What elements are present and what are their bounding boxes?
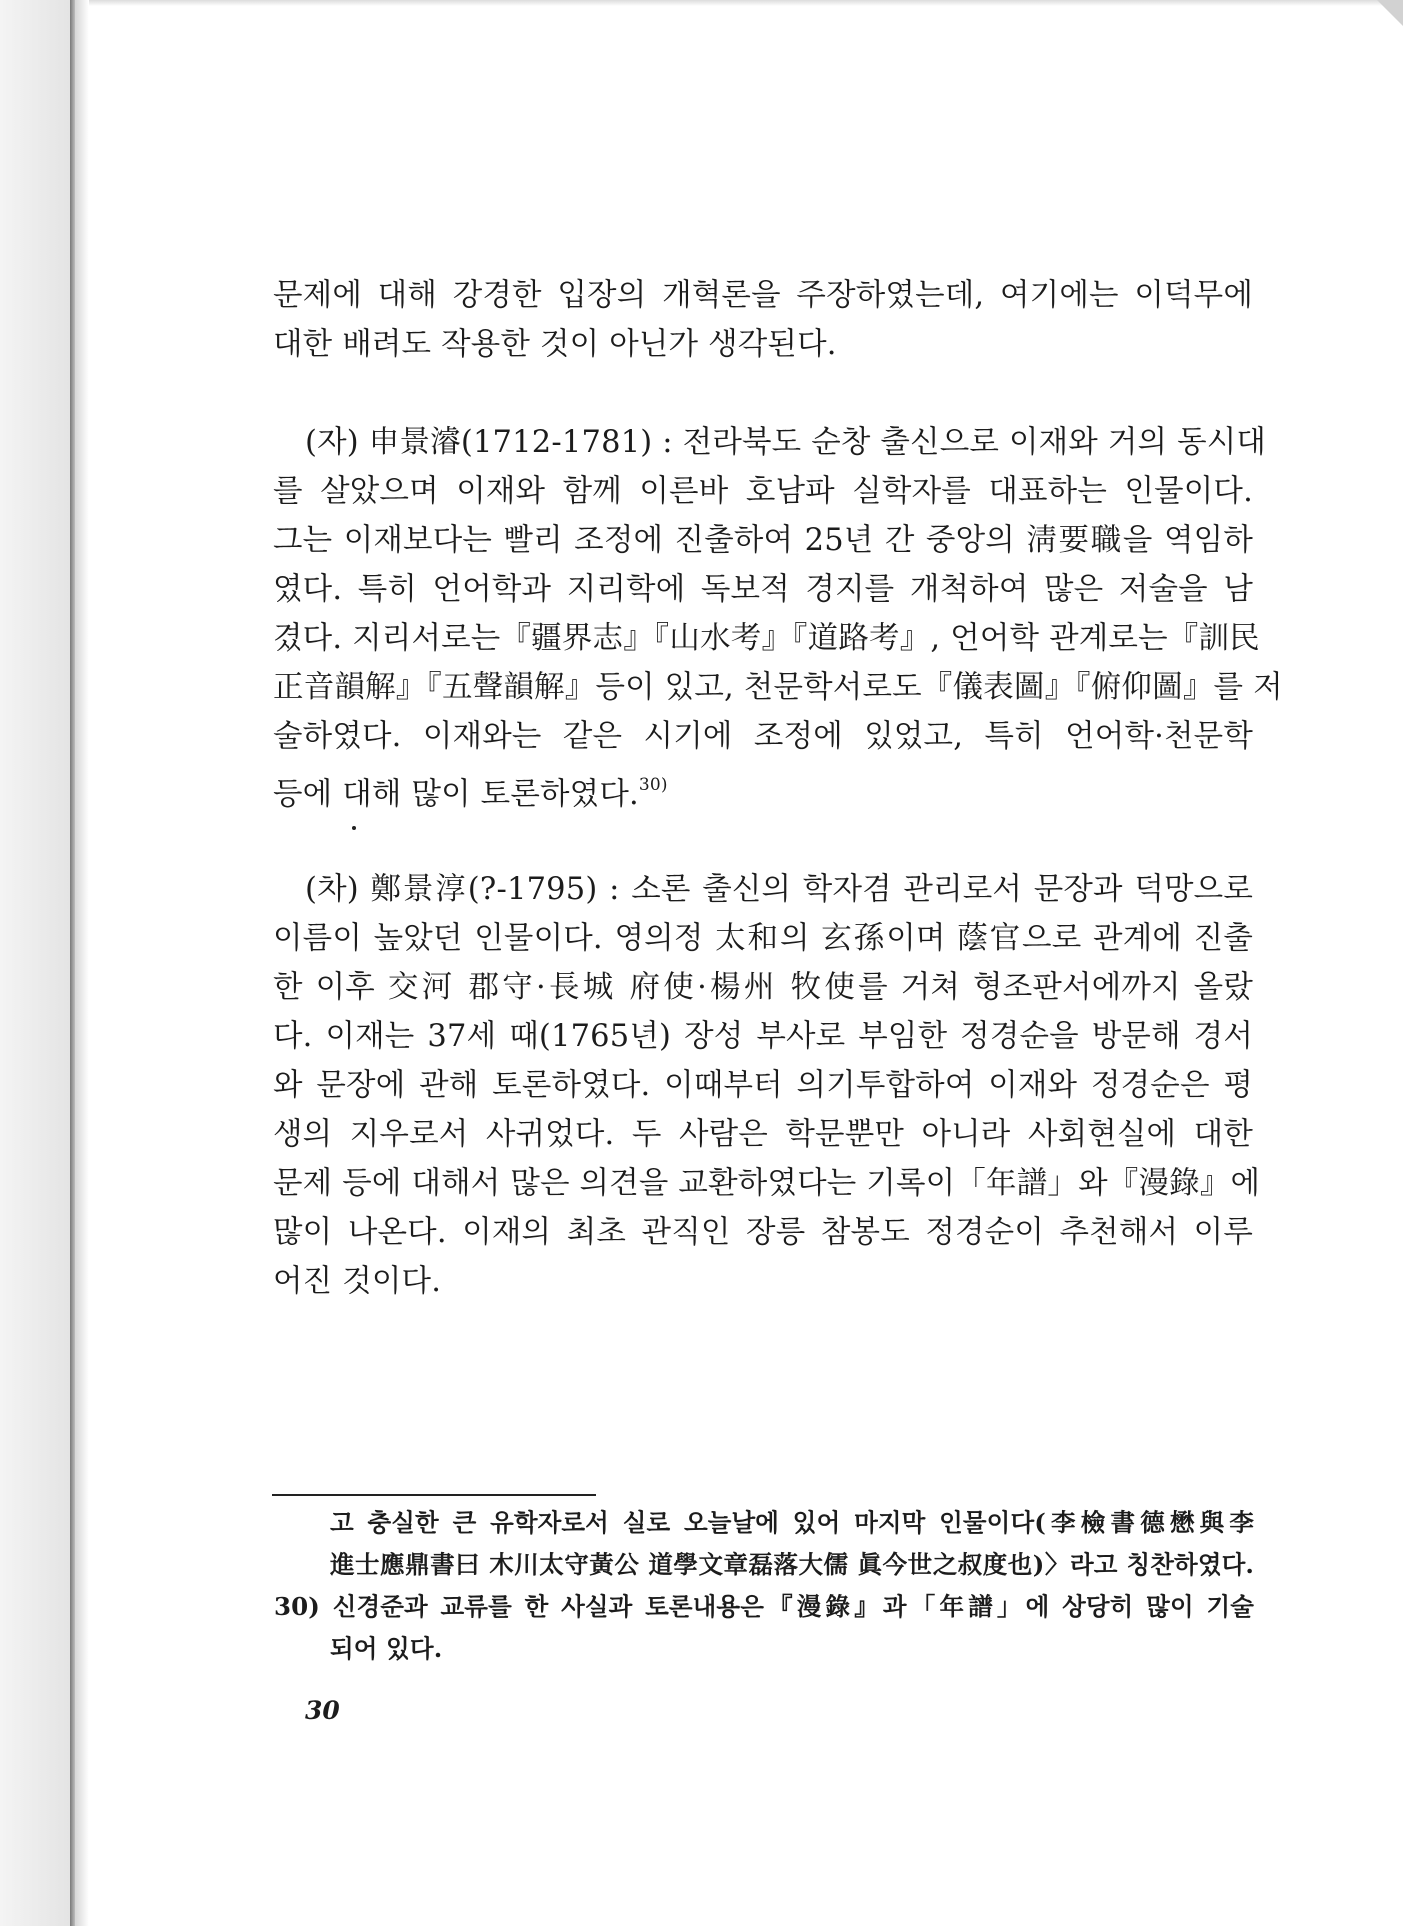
paragraph-cha [273, 865, 1261, 1306]
footnote-separator [272, 1494, 596, 1496]
footnote-reference[interactable]: 30) [638, 775, 668, 795]
text-line: 대한 배려도 작용한 것이 아닌가 생각된다. [273, 327, 837, 362]
paragraph-ja [273, 418, 1283, 812]
text-line: 생의 지우로서 사귀었다. 두 사람은 학문뿐만 아니라 사회현실에 대한 [273, 1117, 1253, 1152]
text-line: 문제에 대해 강경한 입장의 개혁론을 주장하였는데, 여기에는 이덕무에 [273, 278, 1253, 313]
text-line: 그는 이재보다는 빨리 조정에 진출하여 25년 간 중앙의 淸要職을 역임하 [273, 523, 1253, 558]
text-line: (차) 鄭景淳(?-1795) : 소론 출신의 학자겸 관리로서 문장과 덕망으로 [305, 872, 1253, 907]
text-line: 였다. 특히 언어학과 지리학에 독보적 경지를 개척하여 많은 저술을 남 [273, 572, 1253, 607]
text-line: 이름이 높았던 인물이다. 영의정 太和의 玄孫이며 蔭官으로 관계에 진출 [273, 921, 1253, 956]
text-line: 한 이후 交河 郡守·長城 府使·楊州 牧使를 거쳐 형조판서에까지 올랐 [273, 970, 1253, 1005]
text-line: 등에 대해 많이 토론하였다. [273, 777, 639, 812]
page-number: 30 [305, 1696, 340, 1725]
text-line: 正音韻解』『五聲韻解』등이 있고, 천문학서로도『儀表圖』『俯仰圖』를 저 [273, 670, 1283, 705]
text-line: (자) 申景濬(1712-1781) : 전라북도 순창 출신으로 이재와 거의 동시대 [305, 425, 1267, 460]
text-line: 많이 나온다. 이재의 최초 관직인 장릉 참봉도 정경순이 추천해서 이루 [273, 1215, 1253, 1250]
gutter-gradient [75, 0, 89, 1926]
footnote-line: 고 충실한 큰 유학자로서 실로 오늘날에 있어 마지막 인물이다(李檢書德懋與李 [330, 1508, 1254, 1537]
page-left-margin [0, 0, 70, 1926]
text-line: 술하였다. 이재와는 같은 시기에 조정에 있었고, 특히 언어학·천문학 [273, 719, 1253, 754]
page-corner-fold [1377, 0, 1403, 26]
footnotes [274, 1502, 1254, 1670]
text-line-with-footnote [273, 761, 1253, 810]
paragraph-intro [273, 271, 1253, 369]
footnote-line: 되어 있다. [330, 1634, 443, 1663]
text-line: 문제 등에 대해서 많은 의견을 교환하였다는 기록이「年譜」와『漫錄』에 [273, 1166, 1261, 1201]
text-line: 겼다. 지리서로는『疆界志』『山水考』『道路考』, 언어학 관계로는『訓民 [273, 621, 1260, 656]
stray-mark [352, 826, 356, 830]
text-line: 를 살았으며 이재와 함께 이른바 호남파 실학자를 대표하는 인물이다. [273, 474, 1253, 509]
footnote-30: 30) 신경준과 교류를 한 사실과 토론내용은『漫錄』과「年譜」에 상당히 많이 기술 [274, 1592, 1254, 1621]
text-line: 와 문장에 관해 토론하였다. 이때부터 의기투합하여 이재와 정경순은 평 [273, 1068, 1253, 1103]
footnote-line: 進士應鼎書曰 木川太守黃公 道學文章磊落大儒 眞今世之叔度也)〉라고 칭찬하였다. [330, 1550, 1254, 1579]
text-line: 다. 이재는 37세 때(1765년) 장성 부사로 부임한 정경순을 방문해 경서 [273, 1019, 1253, 1054]
text-line: 어진 것이다. [273, 1264, 442, 1299]
top-edge-shadow [89, 0, 1403, 6]
